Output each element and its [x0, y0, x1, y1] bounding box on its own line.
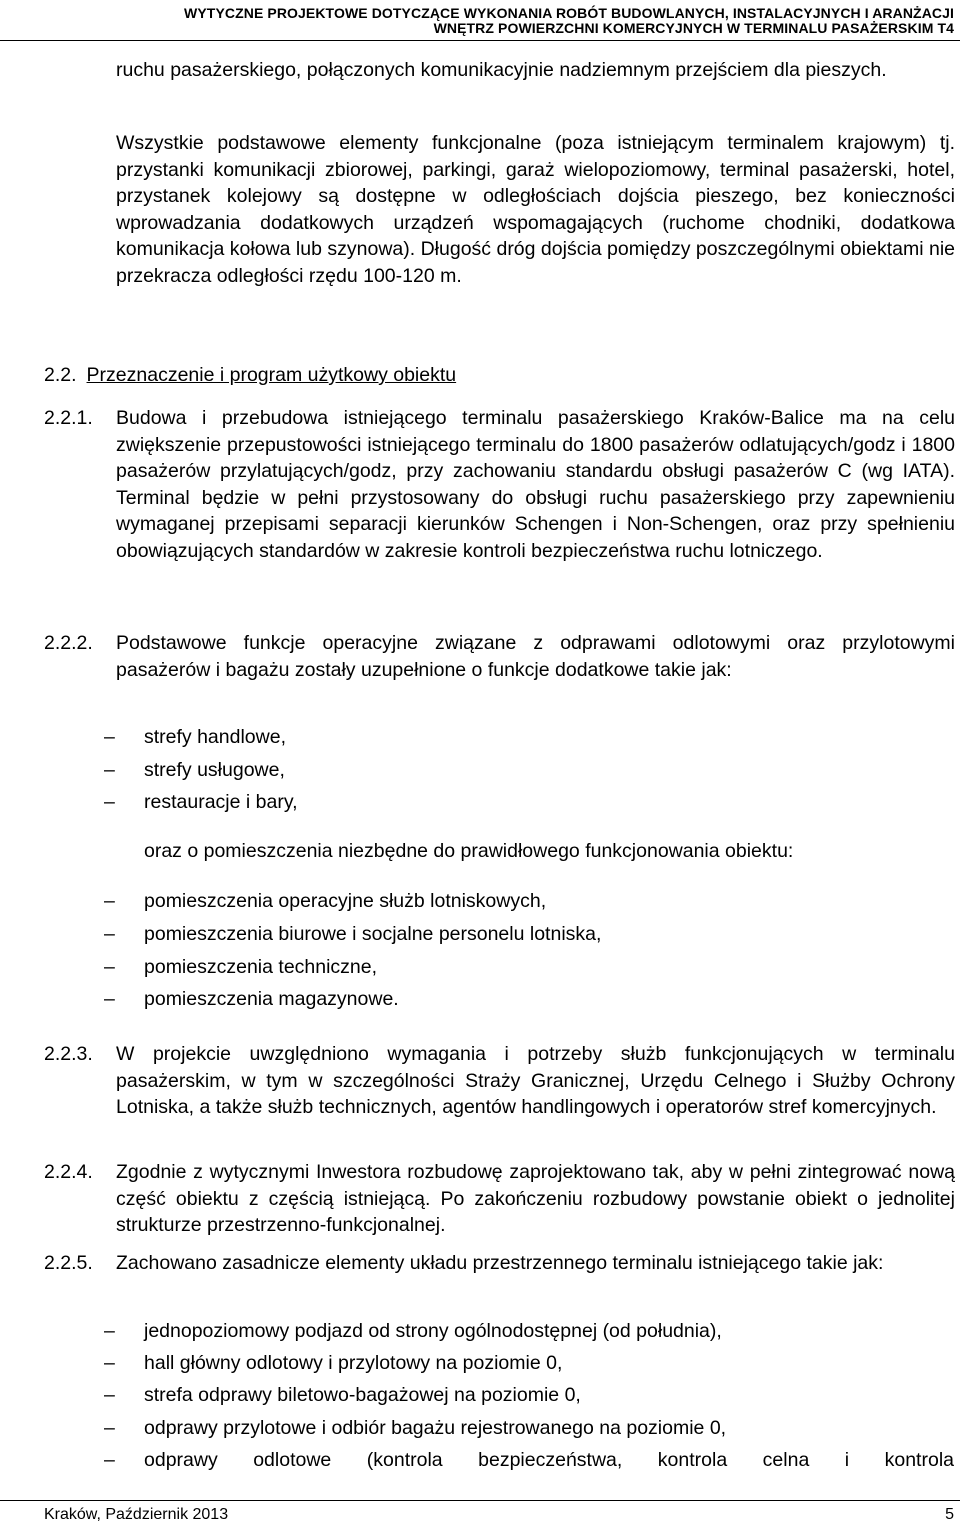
item-number-2-2-2: 2.2.2.: [44, 632, 93, 654]
section-heading: [44, 362, 456, 389]
list-marker: –: [104, 726, 115, 748]
footer-location-date: Kraków, Październik 2013: [44, 1506, 229, 1523]
item-number-2-2-5: 2.2.5.: [44, 1252, 93, 1274]
list-marker: –: [104, 890, 115, 912]
header-rule: [0, 40, 960, 41]
page-footer: [0, 1500, 960, 1525]
item-text-2-2-2: Podstawowe funkcje operacyjne związane z odprawami odlotowymi oraz przylotowymi pasażerów i bagażu zostały uzupełnione o funkcje dodatkowe takie jak:: [116, 632, 955, 681]
list-marker: –: [104, 1352, 115, 1374]
list-marker: –: [104, 1384, 115, 1406]
paragraph-continued: ruchu pasażerskiego, połączonych komunikacyjnie nadziemnym przejściem dla pieszych.: [116, 59, 887, 81]
header-title-line2: WNĘTRZ POWIERZCHNI KOMERCYJNYCH W TERMINALU PASAŻERSKIM T4: [433, 20, 954, 36]
item-text-2-2-1: Budowa i przebudowa istniejącego terminalu pasażerskiego Kraków-Balice ma na celu zwiększenie przepustowości istniejącego terminalu do 1800 pasażerów odlatujących/godz i 1800 pasażerów przylatujących/godz, przy zachowaniu standardu obsługi pasażerów C (wg IATA). Terminal będzie w pełni przystosowany do obsługi ruchu pasażerskiego przy zapewnieniu wymaganej przepisami separacji kierunków Schengen i Non-Schengen, oraz przy spełnieniu obowiązujących standardów w zakresie kontroli bezpieczeństwa ruchu lotniczego.: [116, 407, 955, 562]
section-number: 2.2.: [44, 364, 77, 386]
item-text-2-2-4: Zgodnie z wytycznymi Inwestora rozbudowę zaprojektowano tak, aby w pełni zintegrować nową część obiektu z częścią istniejącą. Po zakończeniu rozbudowy powstanie obiekt o jednolitej strukturze przestrzenno-funkcjonalnej.: [116, 1161, 955, 1236]
list-item: strefy handlowe,: [144, 726, 286, 748]
list-item: pomieszczenia techniczne,: [144, 956, 378, 978]
list-marker: –: [104, 791, 115, 813]
list-item: jednopoziomowy podjazd od strony ogólnodostępnej (od południa),: [144, 1320, 722, 1342]
paragraph-functional-elements: Wszystkie podstawowe elementy funkcjonalne (poza istniejącym terminalem krajowym) tj. przystanki komunikacji zbiorowej, parkingi, garaż wielopoziomowy, terminal pasażerski, hotel, przystanek kolejowy są dostępne w odległościach dojścia pieszego, bez konieczności wprowadzania dodatkowych urządzeń wspomagających (ruchome chodniki, dodatkowa komunikacja kołowa lub szynowa). Długość dróg dojścia pomiędzy poszczególnymi obiektami nie przekracza odległości rzędu 100-120 m.: [116, 132, 955, 287]
item-number-2-2-3: 2.2.3.: [44, 1043, 93, 1065]
list-intro-oraz: oraz o pomieszczenia niezbędne do prawidłowego funkcjonowania obiektu:: [144, 840, 794, 862]
item-text-2-2-3: W projekcie uwzględniono wymagania i potrzeby służb funkcjonujących w terminalu pasażerskim, w tym w szczególności Straży Granicznej, Urzędu Celnego i Służby Ochrony Lotniska, a także służb technicznych, agentów handlingowych i operatorów stref komercyjnych.: [116, 1043, 955, 1118]
list-marker: –: [104, 988, 115, 1010]
list-item: pomieszczenia operacyjne służb lotniskowych,: [144, 890, 547, 912]
list-item: hall główny odlotowy i przylotowy na poziomie 0,: [144, 1352, 563, 1374]
list-item: restauracje i bary,: [144, 791, 298, 813]
list-item: odprawy przylotowe i odbiór bagażu rejestrowanego na poziomie 0,: [144, 1417, 727, 1439]
list-item: strefa odprawy biletowo-bagażowej na poziomie 0,: [144, 1384, 581, 1406]
item-number-2-2-4: 2.2.4.: [44, 1161, 93, 1183]
list-marker: –: [104, 1320, 115, 1342]
list-marker: –: [104, 759, 115, 781]
page-number: 5: [945, 1506, 954, 1523]
item-number-2-2-1: 2.2.1.: [44, 407, 93, 429]
list-marker: –: [104, 923, 115, 945]
list-marker: –: [104, 1417, 115, 1439]
footer-rule: [0, 1500, 960, 1501]
list-item: strefy usługowe,: [144, 759, 285, 781]
list-marker: –: [104, 956, 115, 978]
list-item: pomieszczenia biurowe i socjalne personelu lotniska,: [144, 923, 602, 945]
item-text-2-2-5: Zachowano zasadnicze elementy układu przestrzennego terminalu istniejącego takie jak:: [116, 1252, 884, 1274]
header-title-line1: WYTYCZNE PROJEKTOWE DOTYCZĄCE WYKONANIA ROBÓT BUDOWLANYCH, INSTALACYJNYCH I ARANŻACJI: [184, 5, 954, 21]
section-title: Przeznaczenie i program użytkowy obiektu: [86, 364, 457, 386]
page-header: [0, 0, 960, 44]
list-item: odprawy odlotowe (kontrola bezpieczeństwa, kontrola celna i kontrola: [144, 1449, 954, 1471]
list-marker: –: [104, 1449, 115, 1471]
list-item: pomieszczenia magazynowe.: [144, 988, 399, 1010]
